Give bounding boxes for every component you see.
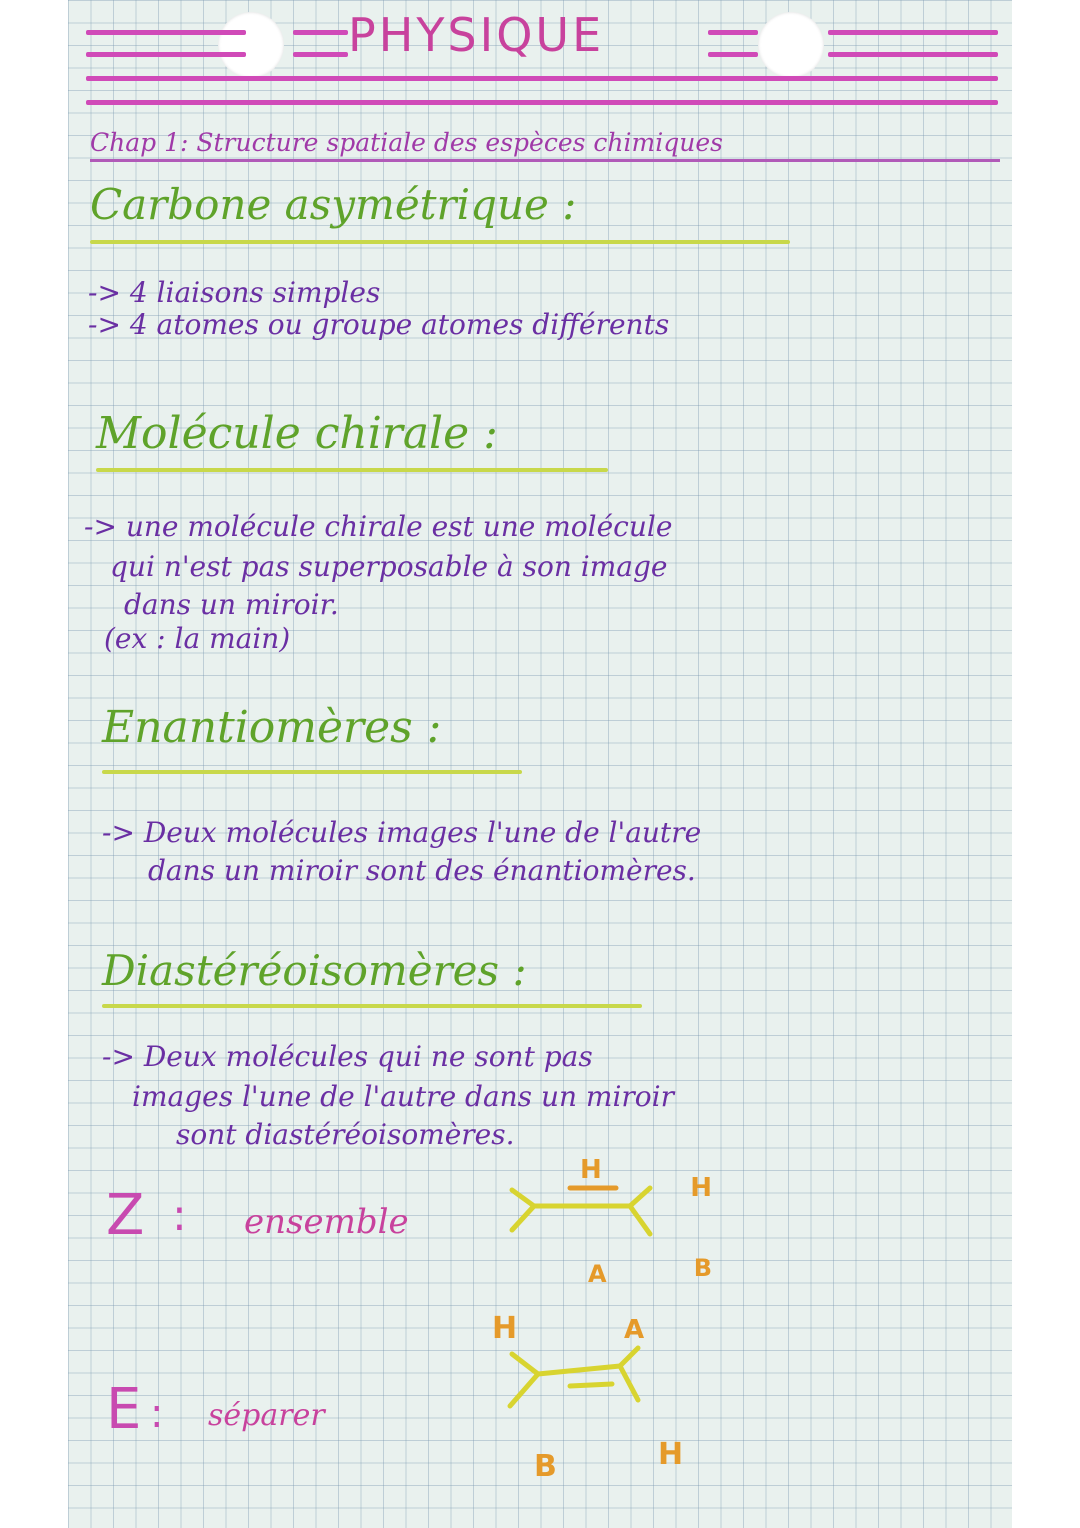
e-label-bottom-left: B — [534, 1449, 557, 1484]
carbone-line-2: -> 4 atomes ou groupe atomes différents — [88, 308, 670, 341]
binder-hole-right — [758, 12, 824, 78]
heading-underline — [102, 1004, 642, 1008]
page-title: PHYSIQUE — [348, 8, 605, 62]
header-line — [293, 30, 348, 35]
z-letter: Z — [106, 1183, 145, 1248]
e-colon: : — [150, 1391, 164, 1437]
z-label-bottom-left: A — [588, 1260, 607, 1288]
e-isomer-structure — [448, 1308, 698, 1488]
header-line — [708, 30, 758, 35]
heading-enantiomeres: Enantiomères : — [102, 702, 442, 753]
e-letter: E — [106, 1377, 142, 1442]
heading-underline — [102, 770, 522, 774]
header-line — [708, 52, 758, 57]
chapter-title: Chap 1: Structure spatiale des espèces chimiques — [90, 128, 1000, 162]
z-label-top-left: H — [580, 1155, 602, 1185]
z-label-top-right: H — [690, 1173, 712, 1203]
header-line — [293, 52, 348, 57]
z-isomer-structure — [498, 1150, 718, 1290]
z-label-bottom-right: B — [693, 1254, 712, 1282]
heading-diastereo: Diastéréoisomères : — [102, 946, 527, 995]
diastereo-line-3: sont diastéréoisomères. — [176, 1118, 515, 1151]
z-word: ensemble — [244, 1202, 409, 1242]
header-line — [86, 100, 998, 105]
heading-underline — [96, 468, 608, 472]
header-line — [828, 30, 998, 35]
note-card — [68, 0, 1012, 1528]
enantiomeres-line-2: dans un miroir sont des énantiomères. — [148, 854, 696, 887]
binder-hole-left — [218, 12, 284, 78]
header-line — [86, 76, 998, 81]
header-line — [86, 52, 246, 57]
heading-underline — [90, 240, 790, 244]
e-label-top-left: H — [492, 1311, 518, 1346]
z-colon: : — [172, 1190, 187, 1241]
e-label-bottom-right: H — [658, 1437, 684, 1472]
heading-chirale: Molécule chirale : — [96, 408, 498, 459]
heading-carbone: Carbone asymétrique : — [90, 180, 577, 229]
e-label-top-right: A — [624, 1315, 645, 1345]
carbone-line-1: -> 4 liaisons simples — [88, 276, 381, 309]
header-line — [86, 30, 246, 35]
diastereo-line-1: -> Deux molécules qui ne sont pas — [102, 1040, 593, 1073]
chirale-line-4: (ex : la main) — [104, 622, 291, 655]
diastereo-line-2: images l'une de l'autre dans un miroir — [132, 1080, 675, 1113]
enantiomeres-line-1: -> Deux molécules images l'une de l'autre — [102, 816, 702, 849]
chirale-line-3: dans un miroir. — [124, 588, 339, 621]
e-word: séparer — [208, 1398, 325, 1433]
header-line — [828, 52, 998, 57]
chirale-line-2: qui n'est pas superposable à son image — [110, 550, 668, 583]
chirale-line-1: -> une molécule chirale est une molécule — [84, 510, 673, 543]
